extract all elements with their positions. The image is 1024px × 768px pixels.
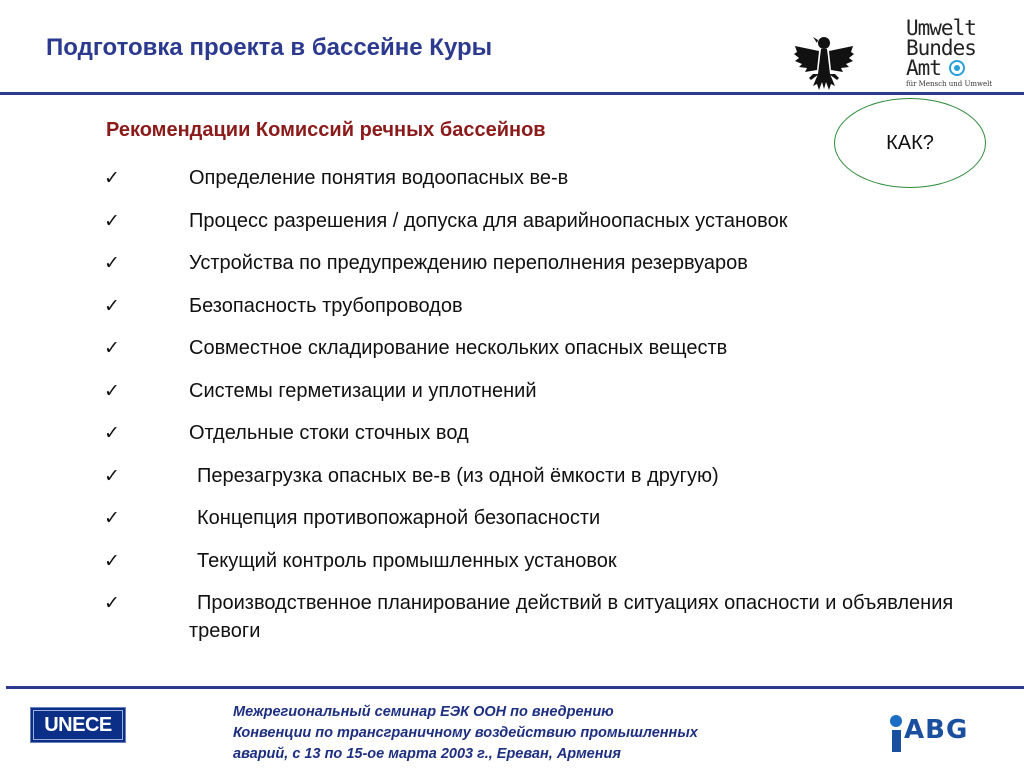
list-item-text: Определение понятия водоопасных ве-в	[189, 167, 569, 189]
list-item-text: Совместное складирование нескольких опасных веществ	[189, 337, 728, 359]
footer-divider	[6, 686, 1024, 689]
list-item	[104, 207, 984, 235]
list-item-text: Отдельные стоки сточных вод	[189, 422, 469, 444]
unece-logo	[30, 707, 126, 743]
checkmark-icon: ✓	[104, 294, 120, 317]
uba-logo-line3: Amt	[906, 56, 941, 80]
page-title: Подготовка проекта в бассейне Куры	[46, 34, 493, 61]
uba-logo	[906, 18, 1010, 98]
checkmark-icon: ✓	[104, 507, 120, 529]
checkmark-icon: ✓	[104, 422, 120, 444]
german-eagle-icon	[793, 34, 855, 92]
checkmark-icon: ✓	[104, 209, 120, 232]
list-item-text: Безопасность трубопроводов	[189, 294, 463, 317]
list-item-text: Концепция противопожарной безопасности	[197, 507, 601, 529]
uba-logo-line2: Bundes	[906, 36, 976, 60]
list-item	[104, 292, 984, 320]
list-item-text: Перезагрузка опасных ве-в (из одной ёмкости в другую)	[197, 464, 719, 487]
list-item	[104, 504, 984, 532]
list-item	[104, 547, 984, 575]
list-item-text: Системы герметизации и уплотнений	[189, 379, 537, 402]
list-item-text: Процесс разрешения / допуска для аварийноопасных установок	[189, 209, 788, 232]
footer-line2: Конвенции по трансграничному воздействию промышленных	[233, 725, 698, 741]
uba-logo-line1: Umwelt	[906, 16, 976, 40]
list-item	[104, 164, 984, 192]
iabg-i-icon	[890, 715, 902, 745]
checkmark-icon: ✓	[104, 549, 120, 572]
section-subtitle: Рекомендации Комиссий речных бассейнов	[106, 119, 546, 141]
list-item-text: Устройства по предупреждению переполнения резервуаров	[189, 252, 748, 274]
iabg-logo-text: ABG	[904, 715, 969, 745]
list-item-text: Производственное планирование действий в ситуациях опасности и объявления тревоги	[189, 592, 954, 642]
uba-logo-tagline: für Mensch und Umwelt	[906, 80, 993, 88]
footer-line3: аварий, с 13 по 15-ое марта 2003 г., Ереван, Армения	[233, 746, 621, 762]
un-emblem-icon	[949, 60, 965, 76]
unece-logo-text: UNECE	[44, 713, 112, 736]
list-item	[104, 462, 984, 490]
checkmark-icon: ✓	[104, 337, 120, 359]
header-divider	[0, 92, 1024, 95]
list-item	[104, 377, 984, 405]
recommendations-list	[104, 164, 984, 660]
list-item	[104, 334, 984, 362]
footer-line1: Межрегиональный семинар ЕЭК ООН по внедрению	[233, 704, 614, 720]
list-item-text: Текущий контроль промышленных установок	[197, 549, 617, 572]
checkmark-icon: ✓	[104, 252, 120, 274]
footer-text	[233, 702, 793, 765]
checkmark-icon: ✓	[104, 464, 120, 487]
checkmark-icon: ✓	[104, 167, 120, 189]
list-item	[104, 419, 984, 447]
iabg-logo	[890, 705, 998, 745]
checkmark-icon: ✓	[104, 379, 120, 402]
checkmark-icon: ✓	[104, 592, 120, 614]
list-item	[104, 589, 984, 645]
callout-text: КАК?	[886, 131, 934, 154]
list-item	[104, 249, 984, 277]
